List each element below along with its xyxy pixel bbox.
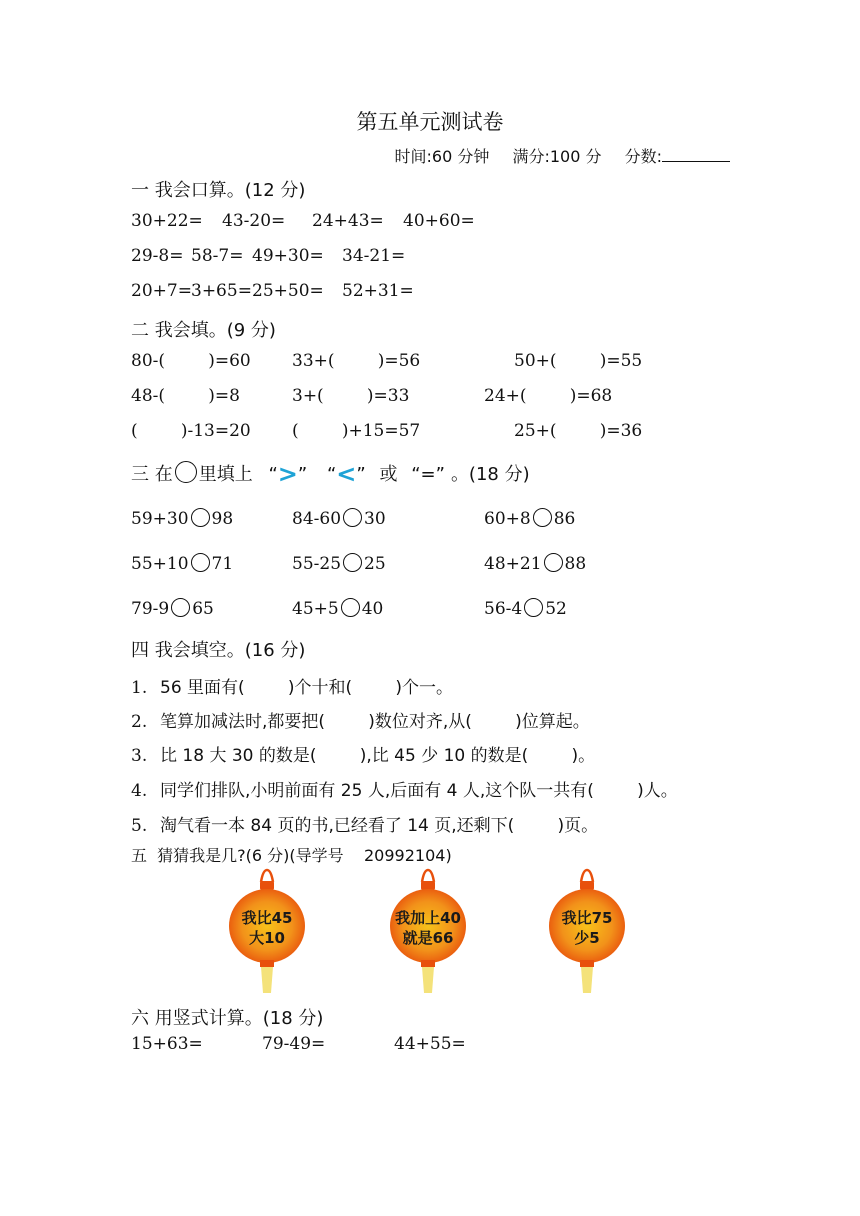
heading-text: 。(18 分) — [450, 464, 530, 485]
lantern-text: 我比45 大10 — [241, 909, 293, 947]
compare-left: 59+30 — [131, 509, 189, 529]
question-number: 2. — [131, 712, 148, 732]
fill-item[interactable]: ( )-13=20 — [131, 421, 251, 441]
lantern-text: 我比75 少5 — [561, 909, 613, 947]
oral-item: 24+43= — [312, 211, 384, 231]
compare-left: 84-60 — [292, 509, 342, 529]
question-2 — [131, 707, 590, 732]
oral-item: 25+50= — [252, 281, 324, 301]
lantern-3 — [547, 868, 627, 993]
question-text: 比 18 大 30 的数是( ),比 45 少 10 的数是( )。 — [160, 746, 596, 766]
compare-right: 25 — [364, 554, 386, 574]
time-label: 时间:60 分钟 — [394, 147, 490, 166]
question-5 — [131, 811, 598, 836]
fill-item[interactable]: 25+( )=36 — [514, 421, 643, 441]
vertical-item: 79-49= — [262, 1034, 326, 1054]
quote-mark: “ — [326, 464, 337, 485]
answer-circle[interactable] — [171, 598, 190, 617]
oral-item: 3+65= — [191, 281, 252, 301]
compare-left: 60+8 — [484, 509, 531, 529]
oral-item: 29-8= — [131, 246, 184, 266]
compare-item — [131, 598, 214, 619]
section-2-heading: 二 我会填。(9 分) — [131, 320, 276, 341]
section-4-heading: 四 我会填空。(16 分) — [131, 640, 306, 661]
fill-item[interactable]: 48-( )=8 — [131, 386, 240, 406]
answer-circle[interactable] — [191, 553, 210, 572]
score-blank[interactable] — [662, 147, 730, 162]
question-1 — [131, 673, 453, 698]
compare-left: 55-25 — [292, 554, 342, 574]
lantern-2 — [388, 868, 468, 993]
compare-right: 65 — [192, 599, 214, 619]
circle-icon — [175, 461, 197, 483]
compare-item — [292, 508, 386, 529]
vertical-item: 44+55= — [394, 1034, 466, 1054]
oral-item: 43-20= — [222, 211, 286, 231]
compare-item — [292, 553, 386, 574]
question-number: 3. — [131, 746, 148, 766]
compare-left: 56-4 — [484, 599, 523, 619]
question-text: 淘气看一本 84 页的书,已经看了 14 页,还剩下( )页。 — [160, 816, 599, 836]
lantern-1 — [227, 868, 307, 993]
oral-item: 58-7= — [191, 246, 244, 266]
oral-item: 40+60= — [403, 211, 475, 231]
compare-item — [131, 553, 233, 574]
answer-circle[interactable] — [524, 598, 543, 617]
oral-item: 30+22= — [131, 211, 203, 231]
quote-mark: ” — [297, 464, 308, 485]
exam-meta — [377, 144, 730, 167]
question-number: 4. — [131, 781, 148, 801]
compare-left: 79-9 — [131, 599, 170, 619]
compare-left: 48+21 — [484, 554, 542, 574]
compare-right: 86 — [553, 509, 576, 529]
answer-circle[interactable] — [191, 508, 210, 527]
fill-item[interactable]: 33+( )=56 — [292, 351, 421, 371]
compare-right: 30 — [364, 509, 386, 529]
answer-circle[interactable] — [533, 508, 552, 527]
section-3-heading — [131, 460, 530, 488]
quote-mark: “ — [268, 464, 278, 485]
quote-mark: ” — [356, 464, 366, 485]
section-6-heading: 六 用竖式计算。(18 分) — [131, 1008, 324, 1029]
compare-item — [484, 508, 575, 529]
oral-item: 34-21= — [342, 246, 406, 266]
lantern-text: 我加上40 就是66 — [395, 909, 461, 947]
question-text: 同学们排队,小明前面有 25 人,后面有 4 人,这个队一共有( )人。 — [160, 781, 678, 801]
equals-symbol: “=” — [411, 464, 445, 485]
compare-item — [484, 598, 567, 619]
page-title: 第五单元测试卷 — [356, 110, 504, 134]
heading-text: 或 — [379, 464, 398, 485]
compare-left: 45+5 — [292, 599, 339, 619]
fill-item[interactable]: 80-( )=60 — [131, 351, 251, 371]
oral-item: 20+7= — [131, 281, 192, 301]
greater-than-symbol: > — [277, 460, 298, 488]
compare-item — [131, 508, 233, 529]
section-5-heading: 五 猜猜我是几?(6 分)(导学号 20992104) — [131, 846, 452, 865]
question-4 — [131, 776, 678, 801]
section-1-heading: 一 我会口算。(12 分) — [131, 180, 306, 201]
less-than-symbol: < — [336, 460, 357, 488]
score-label: 分数: — [624, 147, 662, 166]
compare-left: 55+10 — [131, 554, 189, 574]
answer-circle[interactable] — [343, 553, 362, 572]
compare-item — [292, 598, 383, 619]
fill-item[interactable]: 24+( )=68 — [484, 386, 613, 406]
full-score-label: 满分:100 分 — [512, 147, 602, 166]
compare-right: 88 — [564, 554, 587, 574]
compare-right: 98 — [211, 509, 234, 529]
answer-circle[interactable] — [544, 553, 563, 572]
compare-right: 71 — [211, 554, 234, 574]
fill-item[interactable]: 3+( )=33 — [292, 386, 410, 406]
vertical-item: 15+63= — [131, 1034, 203, 1054]
heading-text: 三 在 — [131, 464, 173, 485]
oral-item: 52+31= — [342, 281, 414, 301]
fill-item[interactable]: ( )+15=57 — [292, 421, 421, 441]
compare-right: 52 — [545, 599, 567, 619]
question-text: 56 里面有( )个十和( )个一。 — [160, 678, 454, 698]
answer-circle[interactable] — [343, 508, 362, 527]
compare-item — [484, 553, 586, 574]
oral-item: 49+30= — [252, 246, 324, 266]
question-number: 1. — [131, 678, 148, 698]
question-3 — [131, 741, 595, 766]
question-text: 笔算加减法时,都要把( )数位对齐,从( )位算起。 — [160, 712, 590, 732]
compare-right: 40 — [361, 599, 384, 619]
answer-circle[interactable] — [341, 598, 360, 617]
question-number: 5. — [131, 816, 148, 836]
heading-text: 里填上 — [198, 464, 253, 485]
fill-item[interactable]: 50+( )=55 — [514, 351, 643, 371]
